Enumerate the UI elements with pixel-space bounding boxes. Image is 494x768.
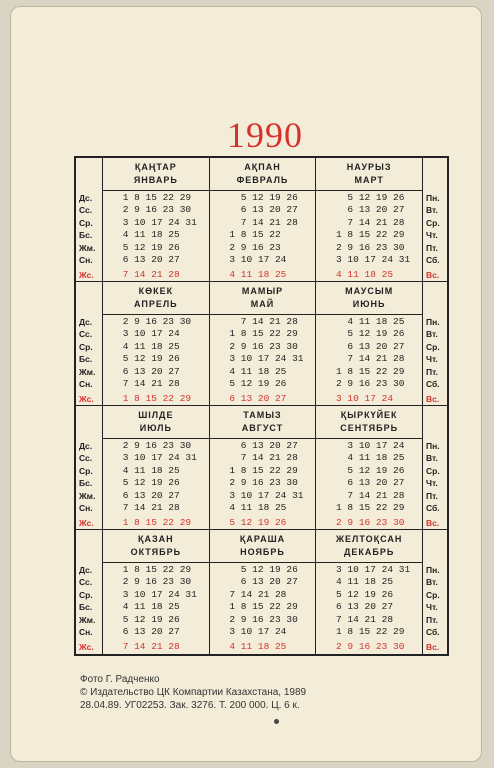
sunday-row: 1 8 15 22 29 (117, 393, 192, 405)
weekday-label: Чт. (426, 230, 438, 241)
month-name-russian: АВГУСТ (241, 423, 284, 433)
month-name-kazakh: ҚЫРКҮЙЕК (340, 410, 398, 420)
weekday-label: Ср. (79, 217, 93, 228)
weekday-label: Бс. (79, 478, 93, 489)
weekday-label: Вс. (426, 518, 440, 529)
date-row: 7 14 21 28 (223, 216, 298, 228)
weekday-list (79, 564, 95, 654)
month-header (210, 158, 316, 191)
weekday-label: Сс. (79, 329, 93, 340)
month-name-russian: ДЕКАБРЬ (343, 547, 395, 557)
date-row: 7 14 21 28 (330, 613, 394, 625)
month-dates (117, 192, 209, 282)
weekday-label: Дс. (79, 193, 93, 203)
weekday-label: Ср. (426, 589, 440, 600)
photo-credit: Фото Г. Радченко (80, 674, 160, 685)
date-row: 3 10 17 24 (330, 440, 405, 451)
month-block (210, 530, 317, 654)
date-row: 6 13 20 27 (330, 204, 405, 216)
date-row: 1 8 15 22 29 (330, 229, 405, 241)
date-row: 2 9 16 23 (223, 241, 281, 253)
weekday-label: Пт. (426, 242, 438, 253)
weekday-label: Бс. (79, 354, 93, 365)
month-header (316, 530, 422, 563)
weekday-list (79, 192, 95, 282)
month-name-kazakh: ҚАРАША (239, 534, 286, 544)
date-row: 5 12 19 26 (330, 464, 405, 476)
weekday-label: Вт. (426, 205, 438, 216)
weekday-label: Ср. (426, 341, 440, 352)
month-name-kazakh: АҚПАН (244, 162, 281, 172)
date-row: 7 14 21 28 (330, 353, 405, 365)
weekday-label: Сб. (426, 255, 440, 266)
month-name-russian: ИЮЛЬ (139, 423, 172, 433)
date-row: 5 12 19 26 (223, 378, 287, 390)
date-row: 1 8 15 22 29 (330, 502, 405, 514)
date-row: 6 13 20 27 (330, 340, 405, 352)
publisher-line: © Издательство ЦК Компартии Казахстана, 1989 (80, 687, 307, 698)
weekday-label: Вс. (426, 270, 440, 281)
weekday-label: Жм. (79, 242, 96, 253)
date-row: 5 12 19 26 (117, 353, 180, 365)
date-row: 6 13 20 27 (117, 365, 180, 377)
date-row: 4 11 18 25 (330, 316, 405, 327)
weekday-label: Вс. (426, 394, 440, 405)
date-row: 3 10 17 24 31 (117, 216, 197, 228)
sunday-row: 7 14 21 28 (117, 269, 180, 281)
date-row: 5 12 19 26 (117, 241, 180, 253)
month-dates (330, 192, 422, 282)
date-row: 6 13 20 27 (117, 254, 180, 266)
weekday-label: Чт. (426, 602, 438, 613)
month-header (316, 282, 422, 315)
weekday-label: Сн. (79, 503, 93, 514)
month-block (210, 406, 317, 530)
month-block (316, 530, 423, 654)
weekday-label: Жм. (79, 490, 96, 501)
date-row: 6 13 20 27 (330, 477, 405, 489)
date-row: 3 10 17 24 (117, 328, 180, 340)
month-name-russian: ЯНВАРЬ (133, 175, 178, 185)
weekday-label: Дс. (79, 441, 93, 451)
weekday-list (426, 440, 440, 530)
date-row: 4 11 18 25 (117, 601, 180, 613)
month-name-kazakh: ҚАҢТАР (134, 162, 177, 172)
date-row: 7 14 21 28 (117, 502, 180, 514)
weekday-list (426, 192, 440, 282)
weekday-labels-right (423, 530, 447, 654)
date-row: 5 12 19 26 (223, 564, 298, 575)
weekday-label: Ср. (79, 341, 93, 352)
date-row: 7 14 21 28 (330, 216, 405, 228)
date-row: 7 14 21 28 (223, 452, 298, 464)
weekday-label: Сб. (426, 379, 440, 390)
date-row: 6 13 20 27 (223, 204, 298, 216)
weekday-label: Вт. (426, 329, 438, 340)
date-row: 3 10 17 24 31 (223, 489, 304, 501)
weekday-label: Пн. (426, 441, 440, 451)
month-name-russian: СЕНТЯБРЬ (340, 423, 399, 433)
month-name-russian: МАРТ (354, 175, 384, 185)
month-block (316, 282, 423, 406)
weekday-label: Жм. (79, 366, 96, 377)
month-dates (224, 440, 316, 530)
sunday-row: 1 8 15 22 29 (117, 517, 192, 529)
weekday-labels-right (423, 158, 447, 282)
date-row: 5 12 19 26 (330, 588, 394, 600)
date-row: 2 9 16 23 30 (223, 613, 298, 625)
month-name-kazakh: МАУСЫМ (345, 286, 394, 296)
date-row: 1 8 15 22 29 (330, 365, 405, 377)
date-row: 4 11 18 25 (117, 340, 180, 352)
weekday-labels-left (76, 282, 103, 406)
date-row: 3 10 17 24 (223, 626, 287, 638)
weekday-label: Пт. (426, 366, 438, 377)
date-row: 7 14 21 28 (117, 378, 180, 390)
month-name-russian: МАЙ (250, 299, 275, 309)
date-row: 4 11 18 25 (330, 576, 394, 588)
month-name-russian: НОЯБРЬ (240, 547, 285, 557)
weekday-label: Ср. (426, 217, 440, 228)
weekday-label: Дс. (79, 317, 93, 327)
date-row: 1 8 15 22 29 (117, 564, 192, 575)
month-dates (117, 316, 209, 406)
weekday-list (79, 440, 95, 530)
date-row: 1 8 15 22 (223, 229, 281, 241)
month-name-russian: ИЮНЬ (352, 299, 386, 309)
month-header (316, 406, 422, 439)
date-row: 6 13 20 27 (223, 440, 298, 451)
year-title: 1990 (227, 115, 303, 155)
month-name-russian: ФЕВРАЛЬ (236, 175, 289, 185)
month-block (103, 530, 210, 654)
weekday-labels-right (423, 406, 447, 530)
weekday-label: Пн. (426, 193, 440, 203)
weekday-label: Жм. (79, 614, 96, 625)
weekday-label: Сб. (426, 627, 440, 638)
date-row: 4 11 18 25 (330, 452, 405, 464)
month-dates (330, 440, 422, 530)
month-header (103, 158, 209, 191)
weekday-labels-left (76, 530, 103, 654)
weekday-label: Пт. (426, 490, 438, 501)
weekday-list (426, 316, 440, 406)
month-header (210, 406, 316, 439)
date-row: 2 9 16 23 30 (330, 241, 405, 253)
weekday-label: Ср. (426, 465, 440, 476)
print-details: 28.04.89. УГ02253. Зак. 3276. Т. 200 000. Ц. 6 к. (80, 700, 300, 711)
month-dates (224, 316, 316, 406)
date-row: 3 10 17 24 31 (330, 564, 411, 575)
month-name-kazakh: ЖЕЛТОҚСАН (335, 534, 403, 544)
imprint (80, 673, 306, 712)
weekday-label: Чт. (426, 354, 438, 365)
weekday-labels-right (423, 282, 447, 406)
month-dates (224, 564, 316, 654)
month-dates (117, 440, 209, 530)
weekday-label: Жс. (79, 270, 94, 281)
sunday-row: 4 11 18 25 (223, 641, 287, 653)
sunday-row: 2 9 16 23 30 (330, 641, 405, 653)
month-name-kazakh: ШІЛДЕ (138, 410, 174, 420)
month-header (103, 282, 209, 315)
weekday-label: Пн. (426, 317, 440, 327)
date-row: 6 13 20 27 (330, 601, 394, 613)
date-row: 6 13 20 27 (117, 489, 180, 501)
sunday-row: 3 10 17 24 (330, 393, 394, 405)
weekday-label: Пт. (426, 614, 438, 625)
dot-mark (274, 719, 279, 724)
month-block (103, 406, 210, 530)
sunday-row: 6 13 20 27 (223, 393, 287, 405)
date-row: 6 13 20 27 (223, 576, 298, 588)
date-row: 2 9 16 23 30 (223, 340, 298, 352)
weekday-label: Сс. (79, 453, 93, 464)
month-header (103, 406, 209, 439)
sunday-row: 5 12 19 26 (223, 517, 287, 529)
date-row: 2 9 16 23 30 (117, 204, 192, 216)
date-row: 4 11 18 25 (223, 365, 287, 377)
date-row: 6 13 20 27 (117, 626, 180, 638)
weekday-label: Вт. (426, 577, 438, 588)
date-row: 1 8 15 22 29 (223, 601, 298, 613)
month-block (103, 282, 210, 406)
month-name-kazakh: МАМЫР (241, 286, 284, 296)
month-header (103, 530, 209, 563)
month-name-kazakh: ҚАЗАН (138, 534, 174, 544)
date-row: 5 12 19 26 (117, 477, 180, 489)
weekday-label: Чт. (426, 478, 438, 489)
sunday-row: 7 14 21 28 (117, 641, 180, 653)
weekday-labels-left (76, 158, 103, 282)
date-row: 2 9 16 23 30 (117, 316, 192, 327)
month-dates (224, 192, 316, 282)
date-row: 3 10 17 24 31 (223, 353, 304, 365)
month-name-russian: ОКТЯБРЬ (130, 547, 182, 557)
weekday-label: Ср. (79, 589, 93, 600)
date-row: 2 9 16 23 30 (330, 378, 405, 390)
month-dates (330, 316, 422, 406)
month-name-kazakh: НАУРЫЗ (346, 162, 392, 172)
weekday-label: Жс. (79, 394, 94, 405)
date-row: 7 14 21 28 (223, 588, 287, 600)
date-row: 5 12 19 26 (223, 192, 298, 203)
date-row: 3 10 17 24 31 (117, 452, 197, 464)
date-row: 4 11 18 25 (117, 229, 180, 241)
date-row: 1 8 15 22 29 (330, 626, 405, 638)
month-dates (117, 564, 209, 654)
date-row: 1 8 15 22 29 (117, 192, 192, 203)
month-header (210, 282, 316, 315)
date-row: 4 11 18 25 (117, 464, 180, 476)
weekday-label: Вт. (426, 453, 438, 464)
month-block (103, 158, 210, 282)
date-row: 7 14 21 28 (330, 489, 405, 501)
calendar-card (10, 6, 482, 762)
date-row: 1 8 15 22 29 (223, 328, 298, 340)
date-row: 5 12 19 26 (117, 613, 180, 625)
weekday-label: Бс. (79, 602, 93, 613)
date-row: 3 10 17 24 (223, 254, 287, 266)
date-row: 1 8 15 22 29 (223, 464, 298, 476)
weekday-label: Бс. (79, 230, 93, 241)
weekday-label: Сс. (79, 205, 93, 216)
weekday-label: Сн. (79, 255, 93, 266)
date-row: 4 11 18 25 (223, 502, 287, 514)
date-row: 2 9 16 23 30 (117, 576, 192, 588)
month-block (210, 282, 317, 406)
month-name-russian: АПРЕЛЬ (134, 299, 178, 309)
calendar-grid (74, 156, 449, 656)
weekday-label: Жс. (79, 518, 94, 529)
date-row: 7 14 21 28 (223, 316, 298, 327)
month-block (316, 158, 423, 282)
date-row: 3 10 17 24 31 (117, 588, 197, 600)
weekday-label: Сн. (79, 627, 93, 638)
weekday-label: Дс. (79, 565, 93, 575)
weekday-label: Сс. (79, 577, 93, 588)
date-row: 5 12 19 26 (330, 192, 405, 203)
weekday-list (79, 316, 95, 406)
month-header (210, 530, 316, 563)
date-row: 2 9 16 23 30 (117, 440, 192, 451)
sunday-row: 2 9 16 23 30 (330, 517, 405, 529)
weekday-labels-left (76, 406, 103, 530)
month-header (316, 158, 422, 191)
date-row: 3 10 17 24 31 (330, 254, 411, 266)
month-name-kazakh: ТАМЫЗ (243, 410, 282, 420)
weekday-label: Сб. (426, 503, 440, 514)
month-dates (330, 564, 422, 654)
sunday-row: 4 11 18 25 (223, 269, 287, 281)
month-block (210, 158, 317, 282)
weekday-list (426, 564, 440, 654)
weekday-label: Пн. (426, 565, 440, 575)
date-row: 2 9 16 23 30 (223, 477, 298, 489)
date-row: 5 12 19 26 (330, 328, 405, 340)
weekday-label: Ср. (79, 465, 93, 476)
weekday-label: Сн. (79, 379, 93, 390)
month-name-kazakh: КӨКЕК (138, 286, 174, 296)
month-block (316, 406, 423, 530)
sunday-row: 4 11 18 25 (330, 269, 394, 281)
weekday-label: Жс. (79, 642, 94, 653)
weekday-label: Вс. (426, 642, 440, 653)
